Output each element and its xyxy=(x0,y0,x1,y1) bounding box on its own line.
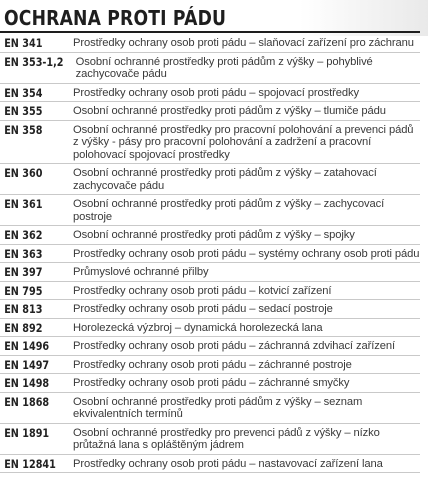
standard-row xyxy=(0,34,420,53)
standard-code: EN 362 xyxy=(4,228,43,242)
standard-description: Prostředky ochrany osob proti pádu – záchranné smyčky xyxy=(73,377,350,389)
standard-row xyxy=(0,53,420,84)
page-title: OCHRANA PROTI PÁDU xyxy=(4,6,227,30)
standard-description: Prostředky ochrany osob proti pádu – záchranné postroje xyxy=(73,358,352,371)
standard-description: Osobní ochranné prostředky proti pádům z výšky – pohyblivé zachycovače pádu xyxy=(75,55,373,80)
standard-description: Osobní ochranné prostředky proti pádům z výšky – seznam ekvivalentních termínů xyxy=(73,395,363,420)
standard-code: EN 363 xyxy=(4,246,43,261)
standard-description: Prostředky ochrany osob proti pádu – systémy ochrany osob proti pádu xyxy=(73,247,420,260)
standard-row xyxy=(0,393,420,424)
standard-row xyxy=(0,164,420,195)
standard-row xyxy=(0,226,420,245)
standard-code: EN 12841 xyxy=(4,456,56,471)
standard-row xyxy=(0,195,420,226)
standard-row xyxy=(0,263,420,282)
standard-description: Horolezecká výzbroj – dynamická horolezecká lana xyxy=(73,321,323,334)
standard-row xyxy=(0,356,420,375)
title-underline xyxy=(0,31,420,33)
standard-row xyxy=(0,337,420,356)
standard-description: Osobní ochranné prostředky proti pádům z výšky – zachycovací postroje xyxy=(73,198,385,223)
heading-bar xyxy=(0,0,428,36)
standard-description: Osobní ochranné prostředky pro prevenci pádů z výšky – nízko průtažná lana s opláštěným jádrem xyxy=(73,426,380,451)
standard-description: Prostředky ochrany osob proti pádu – kotvicí zařízení xyxy=(73,284,332,297)
standard-description: Osobní ochranné prostředky proti pádům z výšky – tlumiče pádu xyxy=(73,105,386,117)
standard-description: Prostředky ochrany osob proti pádu – slaňovací zařízení pro záchranu xyxy=(73,37,414,49)
standard-description: Prostředky ochrany osob proti pádu – spojovací prostředky xyxy=(73,86,359,99)
standard-description: Osobní ochranné prostředky proti pádům z výšky – spojky xyxy=(73,229,355,241)
standard-code: EN 341 xyxy=(4,36,43,50)
standard-description: Osobní ochranné prostředky proti pádům z výšky – zatahovací zachycovače pádu xyxy=(73,167,377,192)
standard-code: EN 1868 xyxy=(4,394,50,409)
standard-code: EN 353-1,2 xyxy=(4,54,64,69)
standard-code: EN 354 xyxy=(4,85,43,100)
standard-description: Prostředky ochrany osob proti pádu – nastavovací zařízení lana xyxy=(73,457,383,470)
standard-row xyxy=(0,319,420,338)
standard-row xyxy=(0,455,420,474)
standard-code: EN 397 xyxy=(4,265,43,279)
standard-code: EN 361 xyxy=(4,197,43,211)
standard-row xyxy=(0,121,420,165)
standard-code: EN 1496 xyxy=(4,339,50,353)
standard-description: Prostředky ochrany osob proti pádu – záchranná zdvihací zařízení xyxy=(73,340,395,352)
standard-row xyxy=(0,84,420,103)
standard-row xyxy=(0,424,420,455)
standard-code: EN 360 xyxy=(4,166,43,180)
standard-description: Průmyslové ochranné přilby xyxy=(73,266,209,278)
standard-row xyxy=(0,245,420,264)
standard-code: EN 355 xyxy=(4,104,43,118)
standard-row xyxy=(0,102,420,121)
standards-table xyxy=(0,34,420,473)
standard-code: EN 358 xyxy=(4,122,43,137)
standard-description: Osobní ochranné prostředky pro pracovní polohování a prevenci pádů z výšky - pásy pro pracovní polohování a zadržení a pracovní polohovací spojovací prostředky xyxy=(73,123,414,161)
standard-row xyxy=(0,282,420,301)
standard-code: EN 1891 xyxy=(4,425,50,440)
standard-row xyxy=(0,300,420,319)
standard-code: EN 813 xyxy=(4,302,43,316)
standard-code: EN 892 xyxy=(4,320,43,335)
standard-code: EN 1498 xyxy=(4,376,50,390)
standard-row xyxy=(0,374,420,393)
standard-description: Prostředky ochrany osob proti pádu – sedací postroje xyxy=(73,303,333,315)
standard-code: EN 1497 xyxy=(4,357,50,372)
standard-code: EN 795 xyxy=(4,283,43,298)
